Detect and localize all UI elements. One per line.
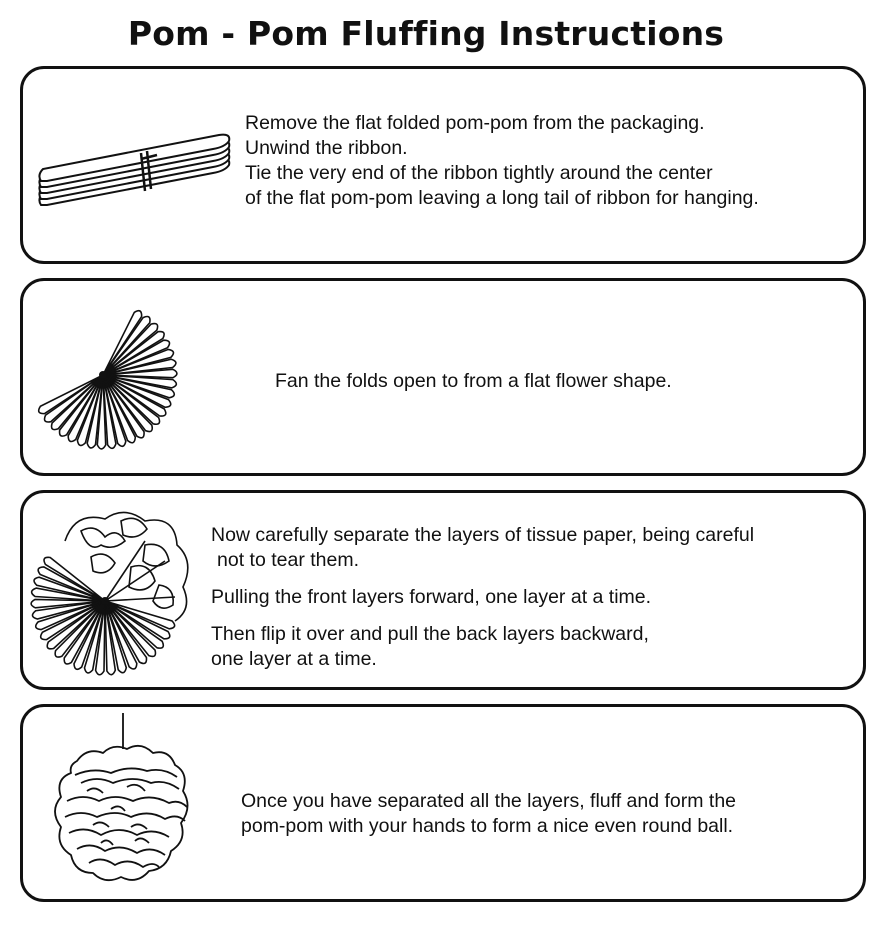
step-4-panel (20, 704, 866, 902)
step-3-panel (20, 490, 866, 690)
fan-flower-icon (25, 297, 215, 467)
step-text-line: one layer at a time. (211, 648, 377, 670)
step-text-line: Now carefully separate the layers of tissue paper, being careful (211, 524, 755, 546)
folded-pompom-icon (33, 129, 233, 209)
step-1-text (245, 111, 759, 211)
step-text-line: not to tear them. (217, 549, 359, 571)
step-3-text (211, 523, 754, 672)
page-title: Pom - Pom Fluffing Instructions (127, 14, 725, 53)
step-text-line: Fan the folds open to from a flat flower shape. (275, 370, 672, 392)
step-text-line: Pulling the front layers forward, one layer at a time. (211, 586, 652, 608)
step-text-line: of the flat pom-pom leaving a long tail of ribbon for hanging. (245, 187, 759, 209)
separating-layers-icon (25, 501, 215, 681)
step-text-line: Tie the very end of the ribbon tightly around the center (245, 162, 713, 184)
fluffed-ball-icon (41, 713, 201, 893)
step-4-text (241, 789, 736, 839)
step-text-line: Then flip it over and pull the back layers backward, (211, 623, 649, 645)
step-text-line: Unwind the ribbon. (245, 137, 408, 159)
step-text-line: pom-pom with your hands to form a nice even round ball. (241, 815, 734, 837)
step-1-panel (20, 66, 866, 264)
step-2-panel (20, 278, 866, 476)
step-text-line: Remove the flat folded pom-pom from the packaging. (245, 112, 705, 134)
step-2-text (275, 369, 672, 394)
step-text-line: Once you have separated all the layers, fluff and form the (241, 790, 737, 812)
